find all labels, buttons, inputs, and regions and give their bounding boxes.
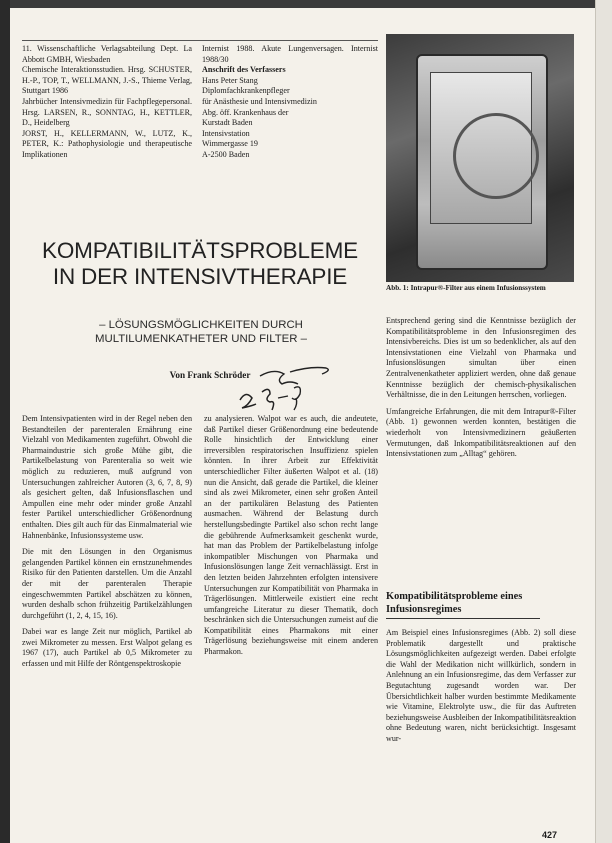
address-line: A-2500 Baden xyxy=(202,149,250,159)
article-column-3 xyxy=(386,316,576,460)
headline-line: KOMPATIBILITÄTSPROBLEME xyxy=(42,238,358,263)
filter-device-image xyxy=(416,54,548,270)
scan-left-edge xyxy=(0,0,10,843)
article-column-3-continued xyxy=(386,628,576,745)
address-line: Abg. öff. Krankenhaus der xyxy=(202,107,289,117)
subtitle-line: – LÖSUNGSMÖGLICHKEITEN DURCH xyxy=(99,319,303,331)
article-author: Von Frank Schröder xyxy=(169,370,251,380)
paragraph: Dem Intensivpatienten wird in der Regel neben den Bestandteilen der parenteralen Ernährung eine Vielzahl von Medikamenten zugeführt. Obwohl die Pharmaindustrie sich große Mühe gibt, die Partikelbelastung von Parenteralia so weit wie möglich zu reduzieren, muß aufgrund von Untersuchungen zahlreicher Autoren (3, 6, 7, 8, 9) als gesichert gelten, daß Infusionsflaschen und Ampullen eine mehr oder minder große Anzahl fester Partikel unterschiedlicher Größenordnung enthalten. Dies gilt auch für das Einmalmaterial wie Hahnenbänke, Infusionssysteme usw. xyxy=(22,414,192,540)
article-headline xyxy=(20,238,380,290)
references-top-rule xyxy=(22,40,378,41)
reference-entry: JORST, H., KELLERMANN, W., LUTZ, K., PETER, K.: Pathophysiologie und therapeutische Implikationen xyxy=(22,128,192,159)
address-line: Intensivstation xyxy=(202,128,250,138)
scan-right-edge xyxy=(595,0,612,843)
article-subtitle xyxy=(36,318,366,346)
filter-photo xyxy=(386,34,574,282)
reference-entry: Internist 1988. Akute Lungenversagen. Internist 1988/30 xyxy=(202,44,378,64)
references-left-column xyxy=(22,44,192,161)
author-address xyxy=(202,76,378,161)
paragraph: Umfangreiche Erfahrungen, die mit dem Intrapur®-Filter (Abb. 1) gewonnen werden konnten, bestätigen die wiederholt von Intensivmedizinern geäußerten Vermutungen, daß Inkompatibilitätsreaktionen auf den Intensivstationen zum „Alltag“ gehören. xyxy=(386,406,576,459)
section-rule xyxy=(386,618,540,619)
paragraph: Die mit den Lösungen in den Organismus gelangenden Partikel können ein ernstzunehmendes Risiko für den Patienten darstellen. Um die Anzahl der mit der parenteralen Therapie eingeschwemmten Partikel abschätzen zu können, wurden deshalb schon frühzeitig Partikelzählungen durchgeführt (1, 2, 4, 15, 16). xyxy=(22,547,192,620)
reference-entry: 11. Wissenschaftliche Verlagsabteilung Dept. La Abbott GMBH, Wiesbaden xyxy=(22,44,192,64)
paragraph: Am Beispiel eines Infusionsregimes (Abb. 2) soll diese Problematik dargestellt und praktische Lösungsmöglichkeiten aufgezeigt werden. Dabei erfolgte die Wahl der Medikation nicht willkürlich, sondern in Anlehnung an ein Infusionsregime, das dem Verfasser zur Begutachtung zugesandt worden war. Der Übersichtlichkeit halber wurden bestimmte Medikamente wie Vitamine, Elektrolyte usw., die für das Auftreten beziehungsweise Ausbleiben der Inkompatibilitätsreaktion ohne Bedeutung waren, nicht berücksichtigt. Insgesamt wur- xyxy=(386,628,576,743)
handwritten-annotation xyxy=(232,362,352,416)
address-line: für Anästhesie und Intensivmedizin xyxy=(202,96,317,106)
address-line: Hans Peter Stang xyxy=(202,75,258,85)
address-line: Diplomfachkrankenpfleger xyxy=(202,86,290,96)
paragraph: Entsprechend gering sind die Kenntnisse bezüglich der Kompatibilitätsprobleme in den Infusionsregimen des Intensivbereichs. Dies ist um so bedenklicher, als auf den Intensivstationen eine Vielzahl von Pharmaka und Infusionslösungen simultan über einen Zentralvenenkatheter appliziert werden, ohne daß genaue Kenntnisse bezüglich der chemisch-physikalischen Verhältnisse, die in den Leitungen herrschen, vorliegen. xyxy=(386,316,576,400)
paragraph: Dabei war es lange Zeit nur möglich, Partikel ab zwei Mikrometer zu messen. Erst Walpot gelang es 1967 (17), auch Partikel ab 0,5 Mikrometer zu erfassen und mit Hilfe der Röntgenspektroskopie xyxy=(22,627,192,669)
reference-entry: Chemische Interaktionsstudien. Hrsg. SCHUSTER, H.-P., TOP, T., WELLMANN, J.-S., Thieme Verlag, Stuttgart 1986 xyxy=(22,65,192,96)
paragraph: zu analysieren. Walpot war es auch, die andeutete, daß Partikel dieser Größenordnung eine bedeutende Rolle hinsichtlich der Entwicklung einer irreversiblen respiratorischen Insuffizienz spielen könnten. In ihrer Arbeit zur Effektivität unterschiedlicher Filter äußerten Walpot et al. (18) nun die Ansicht, daß gerade die Partikel, die kleiner sind als zwei Mikrometer, einen sehr großen Anteil an der partikulären Belastung des Patienten ausmachen. Während der Belastung durch herstellungsbedingte Partikel also schon recht lange die gebührende Aufmerksamkeit geschenkt wurde, hat man das Problem der Partikelbelastung infolge inkompatibler Mischungen von Pharmaka und Infusionslösungen lange Zeit vernachlässigt. Erst in den letzten beiden Jahrzehnten erfolgten intensivere Untersuchungen zur Kompatibilität von Pharmaka in Trägerlösungen. Mittlerweile existiert eine recht umfangreiche Literatur zu dieser Thematik, doch beschränken sich die Untersuchungen zumeist auf die Kompatibilität eines Pharmakons mit einer Trägerlösung beziehungsweise mit einem anderen Pharmakon. xyxy=(204,414,378,657)
headline-line: IN DER INTENSIVTHERAPIE xyxy=(52,264,348,289)
address-line: Kurstadt Baden xyxy=(202,118,253,128)
references-right-column xyxy=(202,44,378,161)
address-line: Wimmergasse 19 xyxy=(202,139,258,149)
filter-window xyxy=(430,72,532,224)
page-number: 427 xyxy=(542,830,558,840)
scan-top-edge xyxy=(0,0,612,8)
address-title: Anschrift des Verfassers xyxy=(202,65,286,75)
article-column-2 xyxy=(204,414,378,658)
section-heading: Kompatibilitätsprobleme eines Infusionsregimes xyxy=(386,591,523,615)
reference-entry: Jahrbücher Intensivmedizin für Fachpflegepersonal. Hrsg. LARSEN, R., SONNTAG, H., KETTLER, D., Heidelberg xyxy=(22,96,192,128)
subtitle-line: MULTILUMENKATHETER UND FILTER – xyxy=(94,333,307,345)
figure-caption: Abb. 1: Intrapur®-Filter aus einem Infusionssystem xyxy=(386,284,546,292)
filter-ring xyxy=(453,113,539,199)
article-column-1 xyxy=(22,414,192,670)
